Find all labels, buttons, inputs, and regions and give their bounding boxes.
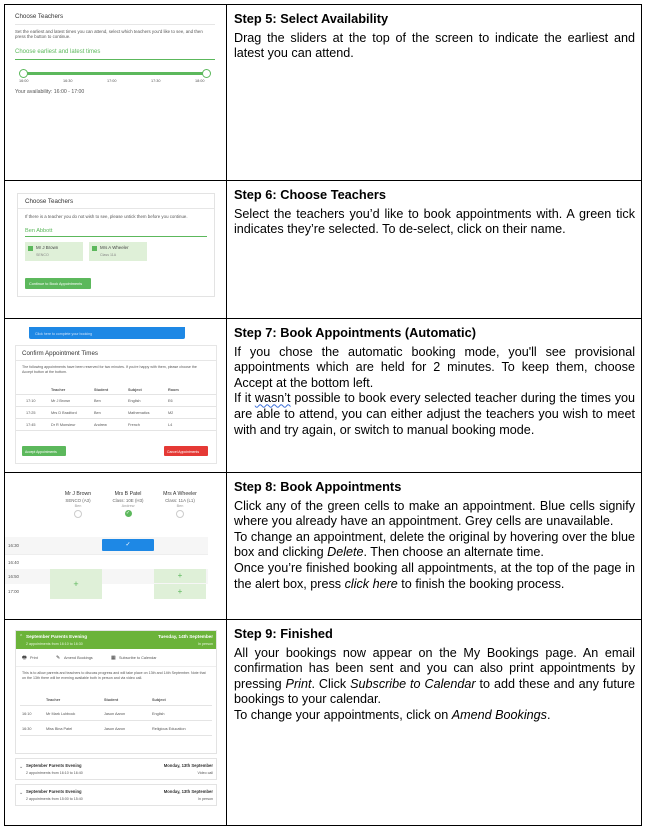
student-cell: Jason Aaron — [104, 712, 126, 716]
event-title: September Parents Evening — [26, 763, 82, 768]
teacher-cell: Miss Bina Patel — [46, 727, 73, 731]
teacher-dept: SENCO (A3) — [65, 498, 91, 503]
divider — [16, 666, 216, 667]
booking-grid — [5, 473, 226, 620]
step-6-body: Select the teachers you’d like to book appointments with. A green tick indicates they’re selected. To de-select, click on their name. — [234, 206, 635, 237]
slider-track[interactable] — [23, 72, 209, 75]
table-row — [16, 419, 216, 430]
col-teacher: Teacher — [51, 388, 66, 392]
event-date: Monday, 13th September — [163, 789, 213, 794]
check-icon — [92, 246, 97, 251]
available-cell[interactable]: + — [154, 584, 206, 599]
cancel-button[interactable] — [164, 446, 208, 456]
calendar-icon: ▦ — [111, 655, 116, 661]
teacher-name: Mrs A Wheeler — [163, 491, 197, 497]
text-run: All your bookings now appear on the My Bookings page. An email confirmation has been sent and you can also print appointments by pressing — [234, 645, 635, 691]
chevron-up-icon: ⌃ — [19, 634, 24, 640]
teacher-student: Ben — [74, 504, 82, 508]
room-cell: L4 — [168, 423, 173, 427]
teacher-name: Mrs A Wheeler — [100, 245, 129, 250]
spellcheck-word: wasn’t — [254, 391, 291, 406]
text-run: Once you’re finished booking all appointments, at the top of the page in the alert box, press — [234, 560, 635, 591]
event-subtitle: 2 appointments from 16:10 to 16:40 — [26, 771, 83, 775]
my-bookings-panel — [15, 630, 215, 820]
text-run: possible to book every selected teacher during the times you are able to attend, you can either adjust the teachers you wish to meet with and try again, or switch to manual booking mode. — [234, 391, 635, 437]
step-8-screenshot — [5, 473, 227, 620]
text-run: to finish the booking process. — [397, 576, 565, 591]
step-8-body-3 — [234, 561, 635, 592]
availability-panel — [15, 14, 215, 124]
confirm-panel — [15, 327, 215, 462]
event-card — [15, 630, 217, 754]
teacher-subtitle: SENCO — [36, 253, 49, 257]
col-subject: Subject — [152, 698, 166, 702]
step-8-row — [5, 473, 642, 620]
teacher-dept: Class: 11A (L1) — [165, 498, 195, 503]
student-cell: Ben — [94, 399, 101, 403]
event-info: This is to allow parents and teachers to discuss progress and will take place on 13th and 14th September. Note that on the 13th there will be evening available both in person and via video call. — [22, 671, 206, 680]
step-9-title: Step 9: Finished — [234, 626, 333, 641]
step-9-text — [227, 620, 642, 826]
time-cell: 17:10 — [26, 399, 36, 403]
emphasis: Print — [285, 676, 312, 691]
room-cell: E6 — [168, 399, 173, 403]
emphasis: click here — [344, 576, 398, 591]
time-label: 16:30 — [8, 543, 19, 548]
unselected-icon — [74, 510, 82, 518]
time-label: 17:00 — [8, 589, 19, 594]
step-5-title: Step 5: Select Availability — [234, 11, 389, 26]
step-9-row — [5, 620, 642, 826]
step-9-body-1 — [234, 646, 635, 708]
event-mode: Video call — [197, 771, 213, 775]
table-row — [16, 395, 216, 406]
subject-cell: Mathematics — [128, 411, 150, 415]
slider-start-handle[interactable] — [19, 69, 28, 78]
continue-button[interactable] — [25, 278, 91, 289]
step-9-screenshot — [5, 620, 227, 826]
continue-button-label: Continue to Book Appointments — [29, 282, 83, 286]
divider — [16, 360, 216, 361]
text-run: To change an appointment, delete the original by hovering over the blue box and clicking — [234, 529, 635, 560]
availability-readout: Your availability: 16:00 - 17:00 — [15, 89, 85, 95]
available-cell[interactable]: + — [50, 569, 102, 599]
step-5-screenshot — [5, 5, 227, 181]
step-9-body-2 — [234, 708, 635, 724]
choose-teachers-heading: Choose Teachers — [25, 198, 74, 205]
step-8-text — [227, 473, 642, 620]
banner-text: Click here to complete your booking — [35, 332, 93, 336]
step-5-text — [227, 5, 642, 181]
cancel-label: Cancel Appointments — [167, 450, 200, 454]
accept-label: Accept Appointments — [25, 450, 57, 454]
time-cell: 17:25 — [26, 411, 36, 415]
step-6-text — [227, 181, 642, 319]
choose-teachers-panel — [17, 193, 215, 297]
table-row — [16, 721, 216, 735]
teacher-header-brown — [52, 491, 104, 518]
confirm-intro: The following appointments have been reserved for two minutes. If you're happy with them, please choose the Accept button at the bottom. — [22, 365, 197, 374]
step-7-screenshot — [5, 319, 227, 473]
booked-appointment-cell[interactable]: ✓ — [102, 539, 154, 551]
step-8-body-1: Click any of the green cells to make an appointment. Blue cells signify where you already have an appointment. Grey cells are unavailable. — [234, 498, 635, 529]
time-cell: 16:10 — [22, 712, 32, 716]
selected-check-icon: ✓ — [125, 510, 131, 516]
student-cell: Andrew — [94, 423, 107, 427]
event-mode: In person — [198, 797, 213, 801]
teacher-name: Mr J Brown — [64, 491, 92, 497]
col-student: Student — [94, 388, 109, 392]
teacher-card-wheeler[interactable] — [89, 242, 147, 261]
col-subject: Subject — [128, 388, 142, 392]
table-row — [16, 706, 216, 720]
teacher-dept: Class: 10E (H3) — [112, 498, 144, 503]
tick-label: 16:00 — [19, 79, 29, 83]
tick-label: 17:00 — [107, 79, 117, 83]
slider-end-handle[interactable] — [202, 69, 211, 78]
text-run: To change your appointments, click on — [234, 707, 452, 722]
event-title: September Parents Evening — [26, 789, 82, 794]
teacher-header-wheeler — [154, 491, 206, 518]
print-label: Print — [30, 656, 38, 660]
green-underline — [25, 236, 207, 237]
teacher-student: Ben — [176, 504, 184, 508]
times-label: Choose earliest and latest times — [15, 49, 101, 55]
subject-cell: Religious Education — [152, 727, 186, 731]
text-run: . — [546, 707, 551, 722]
unselected-icon — [176, 510, 184, 518]
tick-label: 17:30 — [151, 79, 161, 83]
step-5-row — [5, 5, 642, 181]
teacher-student: Andrew — [121, 504, 135, 508]
chevron-down-icon: ⌄ — [19, 764, 24, 770]
teacher-name: Mr J Brown — [36, 245, 59, 250]
time-label: 16:40 — [8, 560, 19, 565]
accept-button[interactable] — [22, 446, 66, 456]
teacher-cell: Dr R Monsieur — [51, 423, 76, 427]
tick-label: 18:00 — [195, 79, 205, 83]
grid-row — [5, 554, 208, 570]
student-cell: Ben — [94, 411, 101, 415]
choose-teachers-intro: If there is a teacher you do not wish to see, please untick them before you continue. — [25, 214, 188, 219]
emphasis: Delete — [327, 545, 364, 560]
available-cell[interactable]: + — [154, 569, 206, 583]
printer-icon: 🖶 — [22, 655, 27, 661]
event-title: September Parents Evening — [26, 634, 88, 639]
availability-intro: Set the earliest and latest times you can attend, select which teachers you'd like to see, and then press the button to continue. — [15, 29, 203, 40]
table-row — [16, 407, 216, 418]
emphasis: Amend Bookings — [451, 707, 547, 722]
event-date: Tuesday, 14th September — [158, 634, 213, 639]
subject-cell: English — [128, 399, 141, 403]
teacher-cell: Mr Mark Lubbock — [46, 712, 76, 716]
event-subtitle: 2 appointments from 16:10 to 16:30 — [26, 642, 83, 646]
row-divider — [16, 430, 216, 431]
instructions-table — [4, 4, 642, 826]
subject-cell: English — [152, 712, 165, 716]
student-cell: Jason Aaron — [104, 727, 126, 731]
step-7-text — [227, 319, 642, 473]
teacher-cell: Mr J Brown — [51, 399, 71, 403]
collapsed-event-1[interactable] — [15, 758, 217, 780]
teacher-header-patel — [102, 491, 154, 517]
confirm-card — [15, 345, 217, 464]
amend-label: Amend Bookings — [64, 656, 93, 660]
col-student: Student — [104, 698, 119, 702]
step-6-row — [5, 181, 642, 319]
confirm-heading: Confirm Appointment Times — [22, 350, 98, 357]
subject-cell: French — [128, 423, 140, 427]
emphasis: Subscribe to Calendar — [350, 676, 476, 691]
text-run: . Then choose an alternate time. — [363, 545, 544, 560]
event-date: Monday, 13th September — [163, 763, 213, 768]
room-cell: M2 — [168, 411, 174, 415]
pencil-icon: ✎ — [56, 655, 61, 661]
divider — [18, 208, 214, 209]
step-6-screenshot — [5, 181, 227, 319]
student-name: Ben Abbott — [25, 228, 53, 234]
col-room: Room — [168, 388, 179, 392]
chevron-down-icon: ⌄ — [19, 790, 24, 796]
step-7-title: Step 7: Book Appointments (Automatic) — [234, 325, 476, 340]
green-underline — [15, 59, 215, 60]
availability-heading: Choose Teachers — [15, 13, 64, 20]
text-run: . Click — [311, 676, 351, 691]
step-7-body-2 — [234, 391, 635, 438]
event-header[interactable] — [16, 631, 216, 649]
step-7-body-1: If you chose the automatic booking mode, you'll see provisional appointments which are held for 2 minutes. To keep them, choose Accept at the bottom left. — [234, 344, 635, 390]
teacher-subtitle: Class 11A — [100, 253, 117, 257]
text-run: If it — [234, 391, 255, 406]
teacher-name: Mrs B Patel — [114, 491, 142, 497]
divider — [15, 24, 215, 25]
step-5-body: Drag the sliders at the top of the screen to indicate the earliest and latest you can attend. — [234, 30, 635, 61]
check-icon — [28, 246, 33, 251]
teacher-card-brown[interactable] — [25, 242, 83, 261]
col-teacher: Teacher — [46, 698, 61, 702]
collapsed-event-2[interactable] — [15, 784, 217, 806]
tick-label: 16:30 — [63, 79, 73, 83]
time-label: 16:50 — [8, 574, 19, 579]
time-cell: 17:45 — [26, 423, 36, 427]
step-8-body-2 — [234, 530, 635, 561]
step-6-title: Step 6: Choose Teachers — [234, 187, 386, 202]
step-7-row — [5, 319, 642, 473]
row-divider — [20, 735, 212, 736]
complete-booking-banner[interactable] — [29, 327, 185, 339]
subscribe-label: Subscribe to Calendar — [119, 656, 157, 660]
event-subtitle: 2 appointments from 15:00 to 15:40 — [26, 797, 83, 801]
teacher-cell: Mrs D Bradford — [51, 411, 77, 415]
text-run: to add these and any future bookings to your calendar. — [234, 676, 636, 707]
step-8-title: Step 8: Book Appointments — [234, 479, 402, 494]
time-cell: 16:30 — [22, 727, 32, 731]
event-mode: In person — [198, 642, 213, 646]
